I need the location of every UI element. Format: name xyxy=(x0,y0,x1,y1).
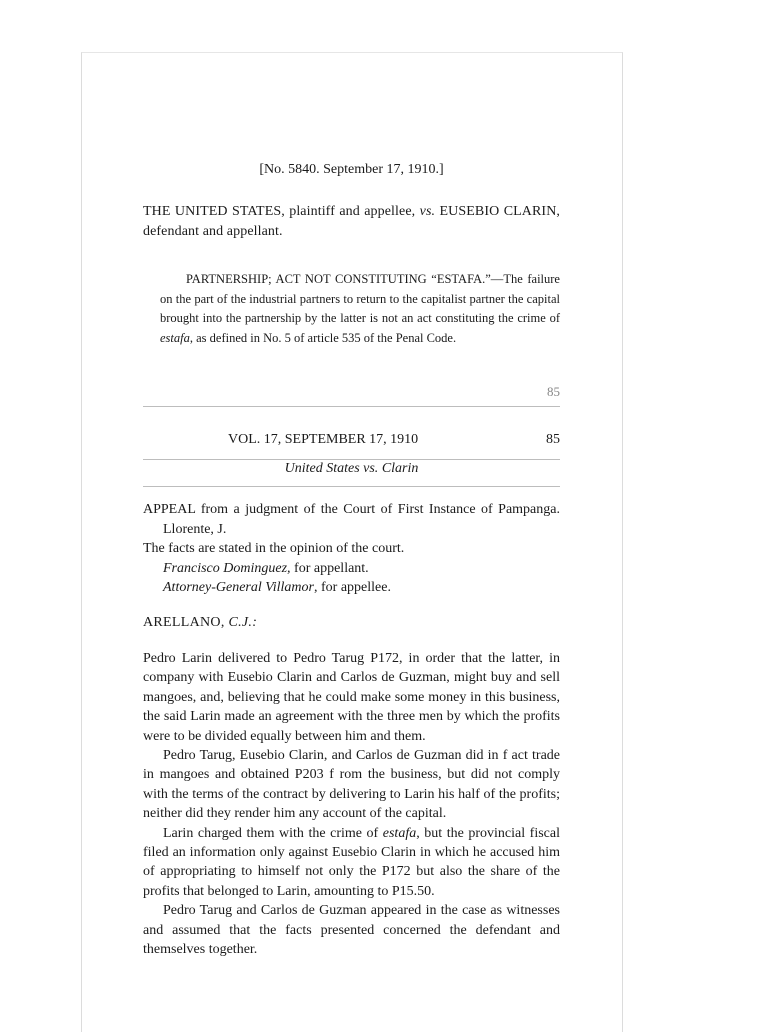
divider xyxy=(143,486,560,487)
running-head-title: VOL. 17, SEPTEMBER 17, 1910 xyxy=(228,432,419,447)
appeal-block xyxy=(143,500,560,598)
syllabus-heading: PARTNERSHIP; ACT NOT CONSTITUTING “ESTAFA.”— xyxy=(186,272,504,286)
counsel-appellee: Attorney-General Villamor, for appellee. xyxy=(163,580,391,595)
paragraph: Pedro Tarug and Carlos de Guzman appeared in the case as witnesses and assumed that the facts presented concerned the defendant and themselves together. xyxy=(143,903,560,958)
opinion-body xyxy=(143,649,560,960)
counsel-appellant: Francisco Dominguez, for appellant. xyxy=(163,560,369,576)
case-parties: THE UNITED STATES, plaintiff and appellee, vs. EUSEBIO CLARIN, defendant and appellant. xyxy=(143,204,561,239)
facts-line: The facts are stated in the opinion of the court. xyxy=(143,541,405,556)
divider xyxy=(143,406,560,407)
paragraph: Pedro Tarug, Eusebio Clarin, and Carlos de Guzman did in f act trade in mangoes and obtained P203 f rom the business, but did not comply with the terms of the contract by delivering to Larin his half of the profits; neither did they render him any account of the capital. xyxy=(143,748,560,822)
paragraph: Pedro Larin delivered to Pedro Tarug P172, in order that the latter, in company with Eusebio Clarin and Carlos de Guzman, might buy and sell mangoes, and, believing that he could make some money in this business, the said Larin made an agreement with the three men by which the profits were to be divided equally between him and them. xyxy=(143,651,560,744)
case-short-title: United States vs. Clarin xyxy=(284,461,419,476)
opinion-author: ARELLANO, C.J.: xyxy=(143,615,258,630)
docket-number: [No. 5840. September 17, 1910.] xyxy=(259,162,444,177)
running-head-page: 85 xyxy=(546,432,560,447)
syllabus: PARTNERSHIP; ACT NOT CONSTITUTING “ESTAFA.”—The failure on the part of the industrial partners to return to the capitalist partner the capital brought into the partnership by the latter is not an act constituting the crime of estafa, as defined in No. 5 of article 535 of the Penal Code. xyxy=(160,272,560,345)
appeal-line: APPEAL from a judgment of the Court of First Instance of Pampanga. Llorente, J. xyxy=(143,502,560,537)
paragraph: Larin charged them with the crime of estafa, but the provincial fiscal filed an information only against Eusebio Clarin in which he accused him of appropriating to himself not only the P172 but also the share of the profits that belonged to Larin, amounting to P15.50. xyxy=(143,825,560,899)
page-number-marker: 85 xyxy=(547,384,560,399)
